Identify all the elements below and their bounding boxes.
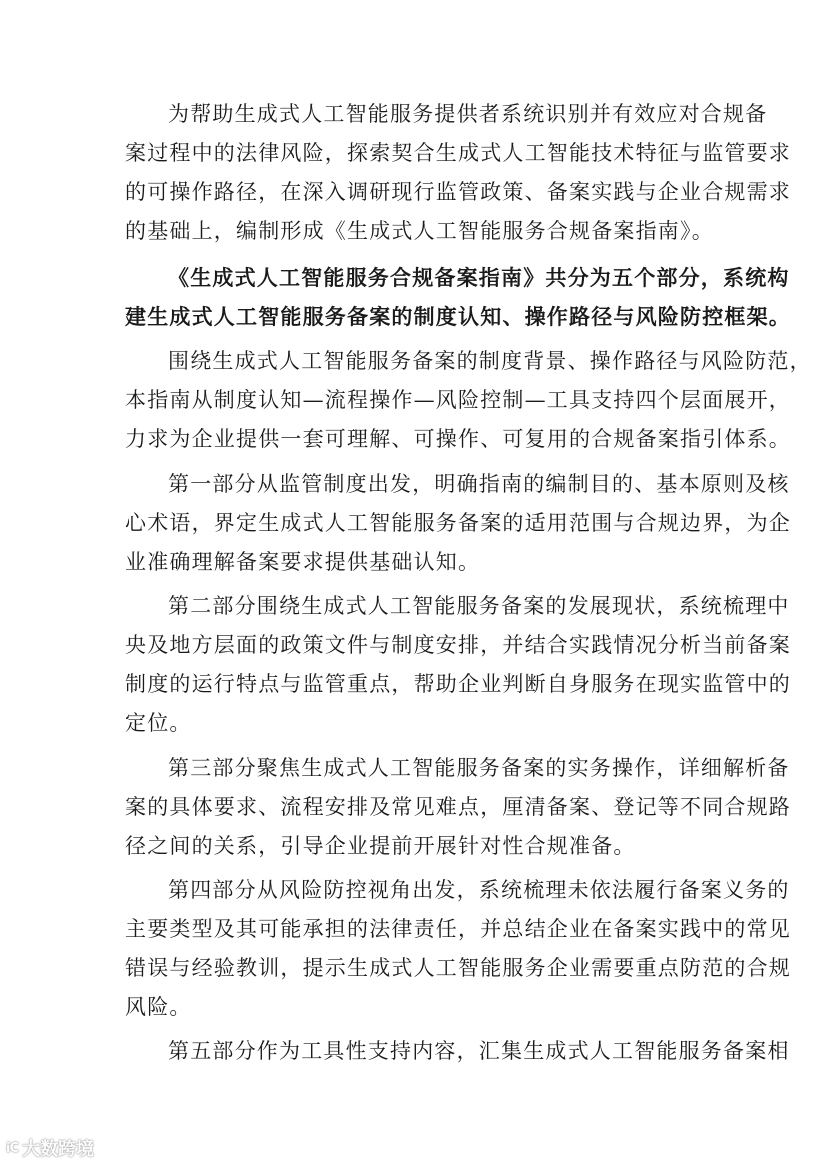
- paragraph-line: 央及地方层面的政策文件与制度安排，并结合实践情况分析当前备案: [125, 633, 791, 657]
- bold-paragraph-line: 《生成式人工智能服务合规备案指南》共分为五个部分，系统构: [168, 265, 790, 290]
- paragraph-line: 错误与经验教训，提示生成式人工智能服务企业需要重点防范的合规: [125, 956, 791, 980]
- paragraph-line: 第二部分围绕生成式人工智能服务备案的发展现状，系统梳理中: [168, 594, 790, 618]
- paragraph-line: 为帮助生成式人工智能服务提供者系统识别并有效应对合规备: [168, 102, 768, 126]
- paragraph-line: 心术语，界定生成式人工智能服务备案的适用范围与合规边界，为企: [125, 511, 791, 535]
- paragraph-line: 定位。: [125, 711, 192, 735]
- paragraph-line: 第五部分作为工具性支持内容，汇集生成式人工智能服务备案相: [168, 1039, 790, 1063]
- paragraph-line: 第三部分聚焦生成式人工智能服务备案的实务操作，详细解析备: [168, 756, 790, 780]
- paragraph-line: 案的具体要求、流程安排及常见难点，厘清备案、登记等不同合规路: [125, 795, 791, 819]
- paragraph-line: 本指南从制度认知—流程操作—风险控制—工具支持四个层面展开，: [125, 388, 791, 412]
- paragraph-line: 径之间的关系，引导企业提前开展针对性合规准备。: [125, 834, 636, 858]
- paragraph-line: 第一部分从监管制度出发，明确指南的编制目的、基本原则及核: [168, 472, 790, 496]
- paragraph-line: 主要类型及其可能承担的法律责任，并总结企业在备案实践中的常见: [125, 917, 791, 941]
- watermark-logo-icon: iC: [6, 1140, 18, 1156]
- paragraph-line: 风险。: [125, 995, 192, 1019]
- paragraph-line: 制度的运行特点与监管重点，帮助企业判断自身服务在现实监管中的: [125, 672, 791, 696]
- paragraph-line: 围绕生成式人工智能服务备案的制度背景、操作路径与风险防范，: [168, 349, 812, 373]
- paragraph-line: 的基础上，编制形成《生成式人工智能服务合规备案指南》。: [125, 219, 714, 243]
- watermark-text: 大数跨境: [22, 1139, 94, 1160]
- paragraph-line: 力求为企业提供一套可理解、可操作、可复用的合规备案指引体系。: [125, 427, 791, 451]
- paragraph-line: 业准确理解备案要求提供基础认知。: [125, 550, 481, 574]
- paragraph-line: 案过程中的法律风险，探索契合生成式人工智能技术特征与监管要求: [125, 141, 791, 165]
- paragraph-line: 的可操作路径，在深入调研现行监管政策、备案实践与企业合规需求: [125, 180, 791, 204]
- paragraph-line: 第四部分从风险防控视角出发，系统梳理未依法履行备案义务的: [168, 878, 790, 902]
- bold-paragraph-line: 建生成式人工智能服务备案的制度认知、操作路径与风险防控框架。: [125, 304, 791, 329]
- watermark: [6, 1135, 94, 1161]
